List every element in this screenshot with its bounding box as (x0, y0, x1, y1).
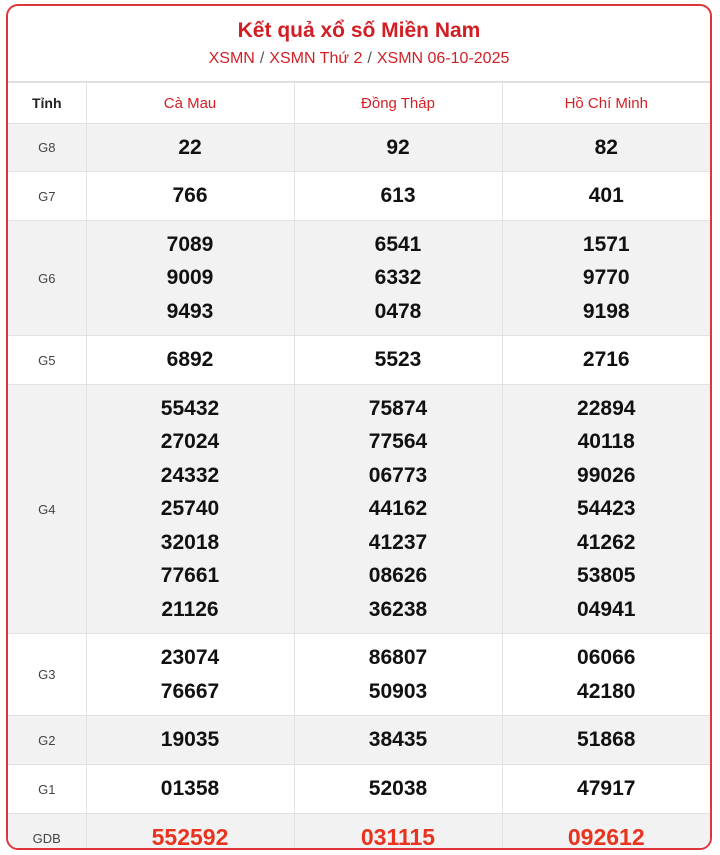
winning-number: 22 (178, 135, 202, 159)
winning-number: 77661 (160, 564, 220, 588)
winning-number: 27024 (160, 430, 220, 454)
winning-number: 613 (380, 184, 416, 208)
prize-cell-ho-chi-minh (502, 124, 710, 172)
winning-number: 5523 (374, 348, 422, 372)
winning-number: 22894 (577, 396, 636, 420)
winning-number: 47917 (577, 777, 636, 801)
prize-label: G5 (8, 336, 86, 385)
prize-row-g6 (8, 221, 710, 336)
breadcrumb-link-xsmn-thu-2[interactable]: XSMN Thứ 2 (269, 50, 363, 67)
prize-row-g1 (8, 765, 710, 814)
winning-number: 99026 (577, 463, 636, 487)
prize-label: G3 (8, 634, 86, 716)
results-table (8, 82, 710, 850)
results-card (6, 4, 712, 850)
winning-number: 0478 (374, 299, 422, 323)
winning-number: 06773 (368, 463, 428, 487)
breadcrumb (8, 48, 710, 70)
winning-number: 6332 (374, 266, 422, 290)
results-header (8, 6, 710, 82)
prize-cell-ca-mau (86, 172, 294, 221)
column-header-dong-thap[interactable]: Đồng Tháp (294, 83, 502, 124)
winning-number: 25740 (160, 497, 220, 521)
prize-row-g2 (8, 716, 710, 765)
winning-number: 54423 (577, 497, 636, 521)
winning-number: 1571 (582, 232, 630, 256)
winning-number: 40118 (577, 430, 635, 454)
prize-cell-dong-thap (294, 814, 502, 851)
column-header-ho-chi-minh[interactable]: Hồ Chí Minh (502, 83, 710, 124)
winning-number: 32018 (160, 530, 220, 554)
winning-number: 401 (588, 184, 624, 208)
prize-row-gdb (8, 814, 710, 851)
prize-cell-ho-chi-minh (502, 814, 710, 851)
prize-cell-dong-thap (294, 172, 502, 221)
prize-cell-ca-mau (86, 716, 294, 765)
prize-cell-ca-mau (86, 221, 294, 336)
winning-number: 06066 (577, 646, 636, 669)
breadcrumb-separator: / (259, 50, 265, 67)
winning-number: 38435 (368, 728, 428, 752)
winning-number: 9493 (166, 299, 214, 323)
column-header-province: Tỉnh (8, 83, 86, 124)
winning-number: 6892 (166, 348, 214, 372)
winning-number: 7089 (166, 232, 214, 256)
prize-label: G8 (8, 124, 86, 172)
prize-cell-ca-mau (86, 385, 294, 634)
winning-number: 50903 (368, 679, 428, 703)
prize-cell-ho-chi-minh (502, 172, 710, 221)
winning-number: 766 (172, 184, 208, 208)
winning-number: 77564 (368, 430, 428, 454)
prize-cell-ho-chi-minh (502, 765, 710, 814)
winning-number: 53805 (577, 564, 636, 588)
prize-cell-ca-mau (86, 765, 294, 814)
winning-number: 031115 (360, 824, 436, 850)
winning-number: 55432 (160, 396, 220, 420)
prize-label: G6 (8, 221, 86, 336)
prize-cell-ho-chi-minh (502, 336, 710, 385)
winning-number: 86807 (368, 646, 428, 669)
prize-cell-ca-mau (86, 634, 294, 716)
winning-number: 92 (386, 135, 410, 159)
winning-number: 41237 (368, 530, 428, 554)
prize-cell-dong-thap (294, 634, 502, 716)
prize-cell-dong-thap (294, 221, 502, 336)
prize-row-g7 (8, 172, 710, 221)
column-header-ca-mau[interactable]: Cà Mau (86, 83, 294, 124)
winning-number: 21126 (161, 597, 219, 621)
breadcrumb-link-xsmn-date[interactable]: XSMN 06-10-2025 (376, 50, 510, 67)
winning-number: 2716 (582, 348, 630, 372)
page-title: Kết quả xổ số Miền Nam (237, 19, 481, 42)
prize-row-g8 (8, 124, 710, 172)
prize-cell-dong-thap (294, 385, 502, 634)
prize-label: G2 (8, 716, 86, 765)
prize-row-g4 (8, 385, 710, 634)
prize-cell-ho-chi-minh (502, 716, 710, 765)
prize-label: G7 (8, 172, 86, 221)
winning-number: 6541 (374, 232, 422, 256)
prize-row-g3 (8, 634, 710, 716)
prize-cell-ca-mau (86, 124, 294, 172)
breadcrumb-separator: / (367, 50, 372, 67)
winning-number: 9198 (582, 299, 630, 323)
winning-number: 552592 (151, 824, 229, 850)
prize-cell-ho-chi-minh (502, 634, 710, 716)
winning-number: 9009 (166, 266, 214, 290)
prize-cell-ca-mau (86, 336, 294, 385)
prize-cell-ca-mau (86, 814, 294, 851)
winning-number: 44162 (368, 497, 428, 521)
winning-number: 41262 (577, 530, 636, 554)
winning-number: 52038 (368, 777, 428, 801)
winning-number: 092612 (567, 824, 645, 850)
winning-number: 42180 (577, 679, 636, 703)
winning-number: 04941 (577, 597, 636, 621)
winning-number: 82 (594, 135, 618, 159)
winning-number: 19035 (160, 728, 220, 752)
winning-number: 36238 (368, 597, 428, 621)
winning-number: 08626 (368, 564, 428, 588)
prize-cell-ho-chi-minh (502, 385, 710, 634)
prize-label: G1 (8, 765, 86, 814)
prize-label: GDB (8, 814, 86, 851)
winning-number: 01358 (160, 777, 220, 801)
prize-cell-dong-thap (294, 716, 502, 765)
winning-number: 23074 (160, 646, 220, 669)
prize-cell-dong-thap (294, 765, 502, 814)
winning-number: 76667 (160, 679, 220, 703)
prize-label: G4 (8, 385, 86, 634)
winning-number: 75874 (368, 396, 428, 420)
winning-number: 24332 (160, 463, 220, 487)
prize-row-g5 (8, 336, 710, 385)
prize-cell-ho-chi-minh (502, 221, 710, 336)
winning-number: 51868 (577, 728, 636, 752)
prize-cell-dong-thap (294, 336, 502, 385)
prize-cell-dong-thap (294, 124, 502, 172)
winning-number: 9770 (582, 266, 630, 290)
breadcrumb-link-xsmn[interactable]: XSMN (208, 50, 255, 67)
table-header-row (8, 83, 710, 124)
